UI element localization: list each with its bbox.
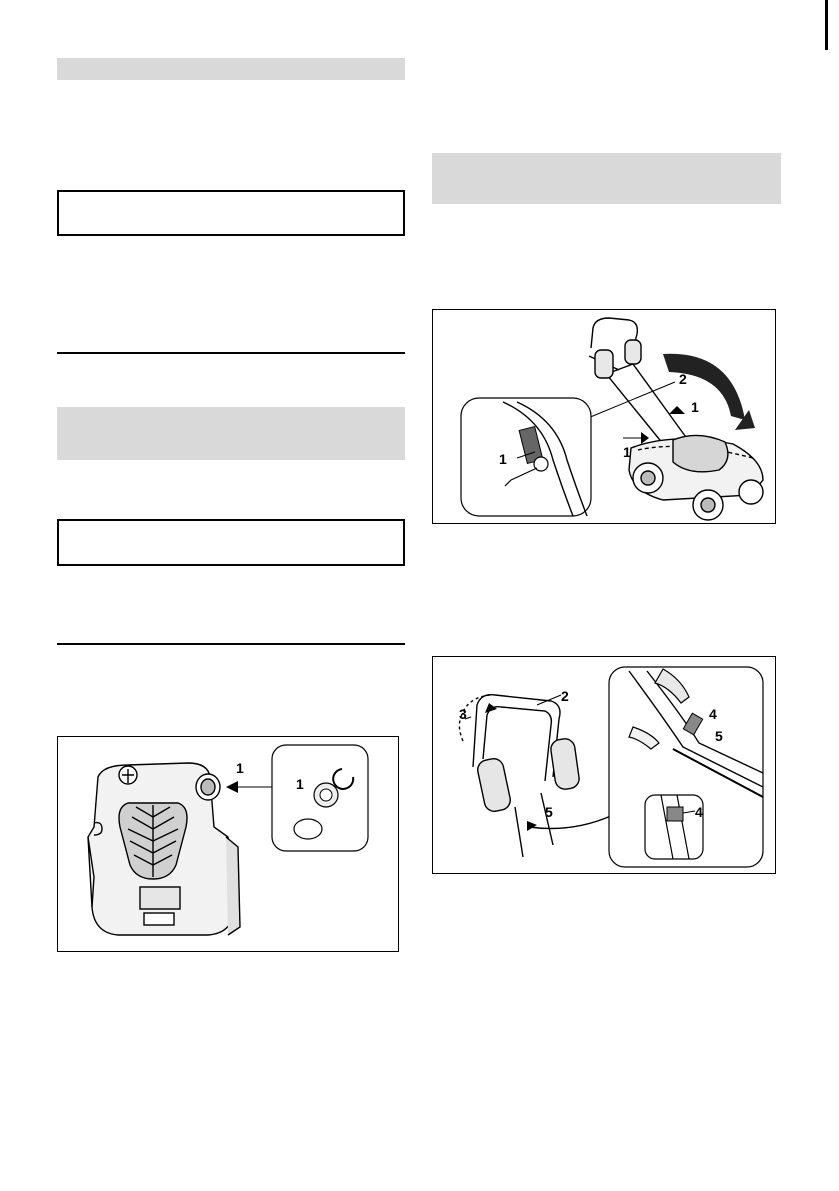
handle-cable-illustration — [433, 657, 777, 875]
section-heading-band — [57, 58, 405, 80]
notice-box — [57, 519, 405, 566]
section-heading-band — [57, 407, 405, 460]
callout-label: 5 — [715, 728, 723, 744]
callout-label: 4 — [695, 804, 703, 820]
divider-line — [57, 352, 405, 354]
divider-line — [57, 643, 405, 645]
callout-label: 1 — [236, 760, 244, 776]
callout-label: 1 — [623, 444, 631, 460]
callout-arrow-icon — [226, 781, 238, 793]
notice-box — [57, 190, 405, 236]
callout-label: 3 — [459, 706, 467, 722]
svg-text:1: 1 — [296, 776, 304, 792]
mower-illustration — [433, 310, 777, 525]
callout-label: 2 — [561, 688, 569, 704]
callout-label: 2 — [679, 371, 687, 387]
engine-oil-cap-figure — [57, 736, 399, 952]
handle-cable-figure — [432, 656, 776, 874]
mower-handle-figure — [432, 309, 776, 524]
section-heading-band — [432, 153, 781, 204]
callout-label: 1 — [691, 399, 699, 415]
callout-label: 5 — [545, 804, 553, 820]
callout-label: 4 — [709, 706, 717, 722]
page-edge-marker — [825, 0, 828, 50]
callout-label: 1 — [499, 451, 507, 467]
engine-illustration — [58, 737, 400, 953]
